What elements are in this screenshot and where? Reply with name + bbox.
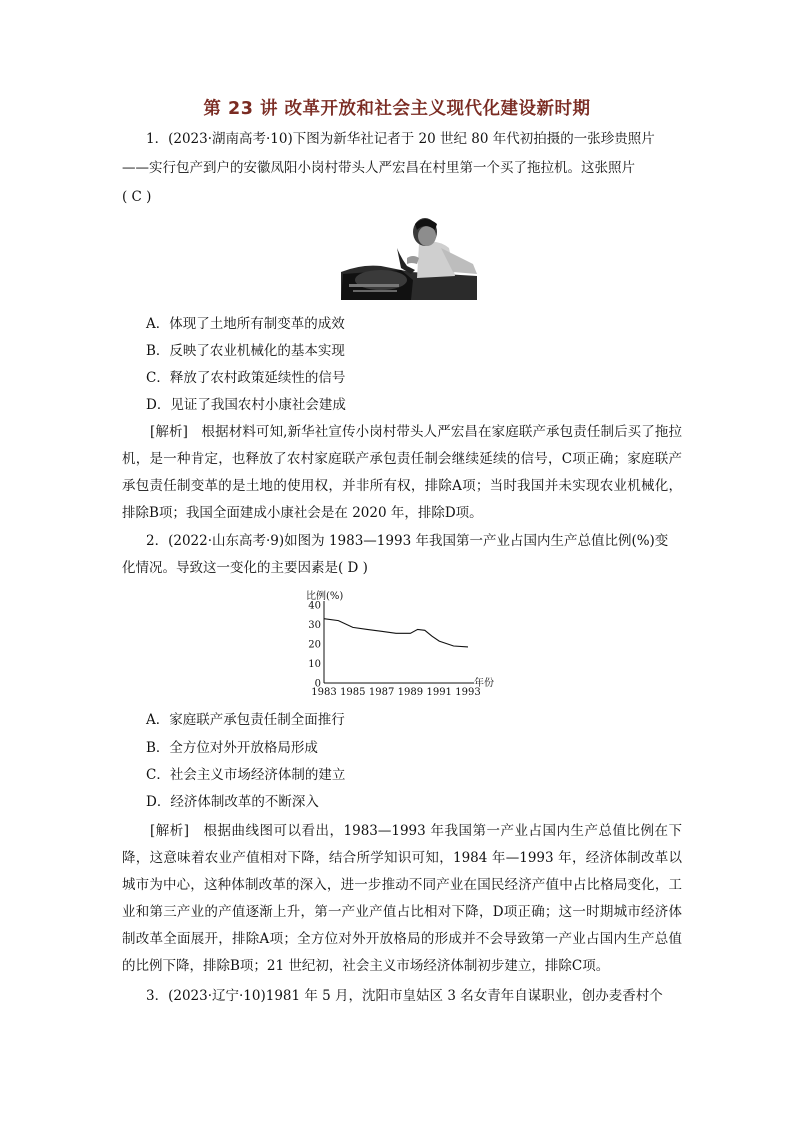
series-line (324, 619, 468, 647)
q2-analysis: [解析] 根据曲线图可以看出，1983—1993 年我国第一产业占国内生产总值比例在下降，这意味着农业产值相对下降，结合所学知识可知，1984 年—1993 年，经济体制改革以城市为中心，这种体制改革的深入，进一步推动不同产业在国民经济产值中占比格局变化，工业和第三产业的产值逐渐上升，第一产业产值占比相对下降，D项正确；这一时期城市经济体制改革全面展开，排除A项；全方位对外开放格局的形成并不会导致第一产业占国内生产总值的比例下降，排除B项；21 世纪初，社会主义市场经济体制初步建立，排除C项。 (122, 823, 682, 974)
gdp-share-line-chart (302, 590, 502, 700)
y-axis-label: 比例(%) (306, 591, 344, 602)
q1-option-d: D．见证了我国农村小康社会建成 (146, 397, 346, 413)
x-tick-label: 1987 (368, 687, 395, 698)
x-axis-label: 年份 (474, 678, 494, 689)
x-tick-label: 1985 (340, 687, 366, 698)
q2-option-a: A．家庭联产承包责任制全面推行 (146, 712, 345, 728)
tractor-photo (341, 214, 477, 300)
q2-stem-line-1: 2．(2022·山东高考·9)如图为 1983—1993 年我国第一产业占国内生产总值比例(%)变 (146, 533, 669, 549)
y-tick-label: 40 (308, 600, 321, 612)
y-tick-label: 20 (308, 639, 321, 651)
q1-stem-line-2: ——实行包产到户的安徽凤阳小岗村带头人严宏昌在村里第一个买了拖拉机。这张照片 (122, 160, 635, 176)
q2-stem-line-2: 化情况。导致这一变化的主要因素是( D ) (122, 560, 368, 576)
q2-option-d: D．经济体制改革的不断深入 (146, 794, 319, 810)
page-title: 第 23 讲 改革开放和社会主义现代化建设新时期 (203, 99, 591, 119)
x-tick-label: 1983 (311, 687, 337, 698)
x-tick-label: 1989 (397, 687, 424, 698)
q2-option-c: C．社会主义市场经济体制的建立 (146, 767, 346, 783)
q1-analysis: [解析] 根据材料可知,新华社宣传小岗村带头人严宏昌在家庭联产承包责任制后买了拖拉机，是一种肯定，也释放了农村家庭联产承包责任制会继续延续的信号，C项正确；家庭联产承包责任制变革的是土地的使用权，并非所有权，排除A项；当时我国并未实现农业机械化，排除B项；我国全面建成小康社会是在 2020 年，排除D项。 (122, 424, 682, 521)
y-tick-label: 10 (308, 659, 321, 670)
q2-option-b: B．全方位对外开放格局形成 (146, 740, 318, 756)
y-tick-label: 0 (314, 678, 321, 690)
q1-option-a: A．体现了土地所有制变革的成效 (146, 316, 345, 332)
q1-stem-line-1: 1．(2023·湖南高考·10)下图为新华社记者于 20 世纪 80 年代初拍摄的一张珍贵照片 (146, 131, 655, 147)
q1-answer-mark: ( C ) (122, 189, 152, 205)
y-tick-label: 30 (308, 620, 321, 631)
x-tick-label: 1991 (426, 687, 452, 698)
q3-stem-line-1: 3．(2023·辽宁·10)1981 年 5 月，沈阳市皇姑区 3 名女青年自谋职业，创办麦香村个 (146, 988, 663, 1004)
q1-option-b: B．反映了农业机械化的基本实现 (146, 343, 345, 359)
x-tick-label: 1993 (455, 687, 481, 698)
q1-option-c: C．释放了农村政策延续性的信号 (146, 370, 346, 386)
